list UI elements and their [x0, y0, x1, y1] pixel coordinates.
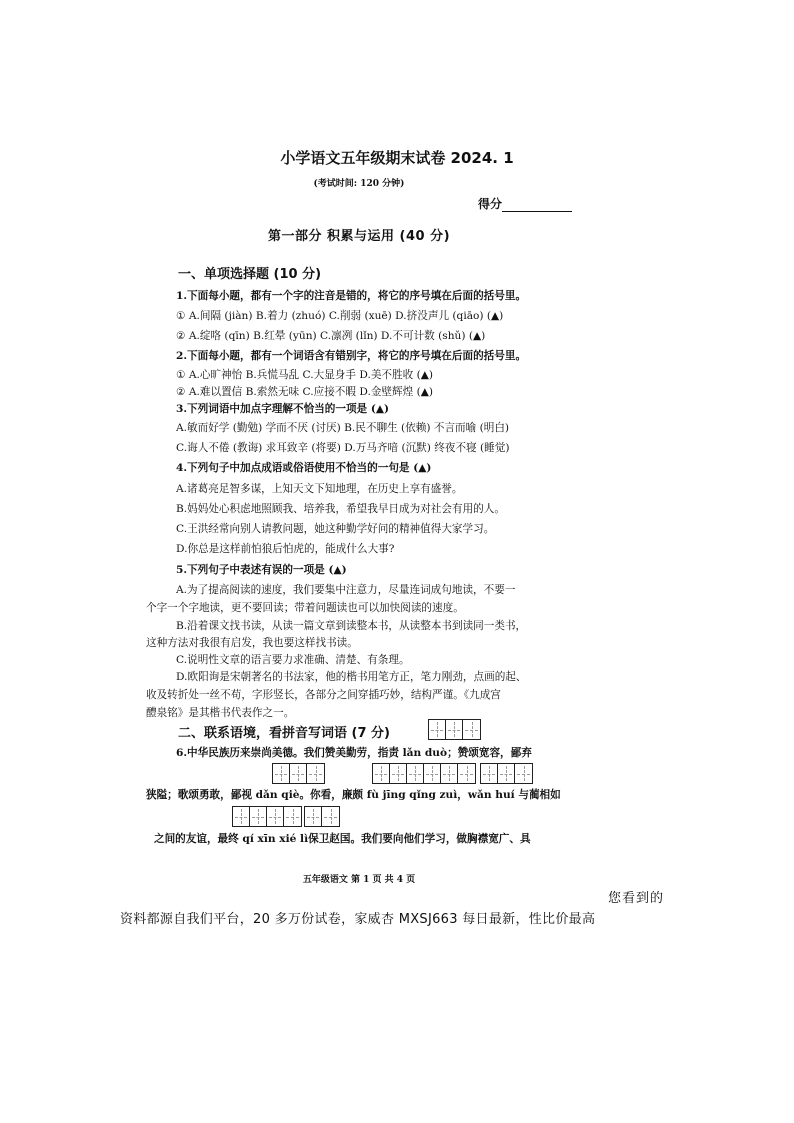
question-1-row-1: ① A.间隔 (jiàn) B.着力 (zhuó) C.削弱 (xuē) D.挤没声儿 (qiāo) (▲) [176, 310, 504, 322]
question-5-option-b-line-1: B.沿着课文找书读，从读一篇文章到读整本书，从读整本书到读同一类书， [176, 620, 527, 632]
exam-time-note: (考试时间: 120 分钟) [313, 179, 405, 189]
score-field [478, 195, 572, 212]
exam-title: 小学语文五年级期末试卷 2024. 1 [280, 149, 514, 167]
answer-grid-row2-a[interactable] [232, 806, 302, 827]
question-5-option-a-line-1: A.为了提高阅读的速度，我们要集中注意力，尽量连词成句地读，不要一 [176, 584, 516, 596]
question-5-option-a-line-2: 个字一个字地读，更不要回读；带着问题读也可以加快阅读的速度。 [146, 602, 464, 614]
question-5-option-d-line-3: 醴泉铭》是其楷书代表作之一。 [146, 707, 295, 719]
section-two-title: 二、联系语境，看拼音写词语 (7 分) [178, 726, 390, 741]
question-1-stem: 1.下面每小题，都有一个字的注音是错的，将它的序号填在后面的括号里。 [176, 290, 527, 302]
question-2-row-2: ② A.难以置信 B.索然无味 C.应接不暇 D.金壁辉煌 (▲) [176, 386, 433, 398]
answer-grid-lan-duo[interactable] [272, 763, 325, 784]
question-3-row-2: C.诲人不倦 (教诲) 求耳致辛 (将要) D.万马齐喑 (沉默) 终夜不寝 (睡觉) [176, 442, 510, 454]
page-footer: 五年级语文 第 1 页 共 4 页 [302, 875, 416, 885]
question-3-row-1: A.敏而好学 (勤勉) 学而不厌 (讨厌) B.民不聊生 (依赖) 不言而喻 (明白) [176, 422, 510, 434]
answer-grid-row1-short[interactable] [480, 763, 533, 784]
answer-grid-row1-long[interactable] [372, 763, 476, 784]
answer-grid-row2-b[interactable] [304, 806, 340, 827]
question-4-stem: 4.下列句子中加点成语或俗语使用不恰当的一句是 (▲) [176, 462, 432, 474]
question-5-option-b-line-2: 这种方法对我很有启发，我也要这样找书读。 [146, 637, 358, 649]
sample-writing-grid [428, 719, 481, 740]
question-5-option-d-line-1: D.欧阳询是宋朝著名的书法家，他的楷书用笔方正，笔力刚劲，点画的起、 [176, 671, 527, 683]
question-5-option-d-line-2: 收及转折处一丝不苟，字形竖长，各部分之间穿插巧妙，结构严谨。《九成宫 [146, 689, 501, 701]
question-4-option-b: B.妈妈处心积虑地照顾我、培养我，希望我早日成为对社会有用的人。 [176, 503, 505, 515]
question-5-option-c: C.说明性文章的语言要力求准确、清楚、有条理。 [176, 654, 410, 666]
question-6-line-1: 6.中华民族历来崇尚美德。我们赞美勤劳，指责 lǎn duò；赞颂宽容，鄙弃 [176, 747, 532, 759]
question-4-option-a: A.诸葛亮足智多谋，上知天文下知地理，在历史上享有盛誉。 [176, 483, 463, 495]
score-label: 得分 [478, 197, 503, 211]
watermark-line-2: 资料都源自我们平台，20 多万份试卷，家威杏 MXSJ663 每日最新，性比价最高 [120, 912, 596, 927]
question-4-option-d: D.你总是这样前怕狼后怕虎的，能成什么大事? [176, 543, 395, 555]
question-2-row-1: ① A.心旷神怡 B.兵慌马乱 C.大显身手 D.美不胜收 (▲) [176, 369, 433, 381]
watermark-line-1: 您看到的 [608, 891, 665, 906]
question-1-row-2: ② A.绽咯 (qīn) B.红晕 (yūn) C.凛冽 (lǐn) D.不可计数 (shǔ) (▲) [176, 330, 486, 342]
question-2-stem: 2.下面每小题，都有一个词语含有错别字，将它的序号填在后面的括号里。 [176, 350, 527, 362]
question-6-line-3: 之间的友谊，最终 qí xīn xié lì保卫赵国。我们要向他们学习，做胸襟宽广、具 [154, 833, 531, 845]
question-6-line-2: 狭隘；歌颂勇敢，鄙视 dǎn qiè。你看，廉颇 fù jīng qǐng zuì，wǎn huí 与蔺相如 [146, 789, 561, 801]
score-blank[interactable] [502, 199, 572, 212]
question-4-option-c: C.王洪经常向别人请教问题，她这种勤学好问的精神值得大家学习。 [176, 523, 495, 535]
question-3-stem: 3.下列词语中加点字理解不恰当的一项是 (▲) [176, 403, 390, 415]
part-one-title: 第一部分 积累与运用 (40 分) [267, 229, 451, 244]
question-5-stem: 5.下列句子中表述有误的一项是 (▲) [176, 564, 347, 576]
section-one-title: 一、单项选择题 (10 分) [178, 267, 322, 282]
